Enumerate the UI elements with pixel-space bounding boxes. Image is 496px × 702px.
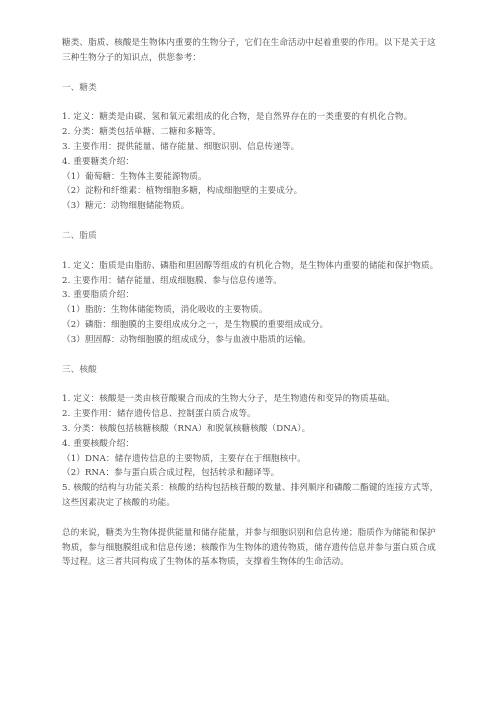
list-item: 2. 主要作用：储存遗传信息、控制蛋白质合成等。 bbox=[62, 409, 256, 420]
list-item: 4. 重要糖类介绍： bbox=[62, 156, 135, 167]
conclusion-paragraph: 总的来说，糖类为生物体提供能量和储存能量，并参与细胞识别和信息传递；脂质作为储能和保护物质，参与细胞膜组成和信息传递；核酸作为生物体的遗传物质，储存遗传信息并参与蛋白质合成等过程。这三者共同构成了生物体的基本物质，支撑着生物体的生命活动。 bbox=[62, 527, 436, 568]
list-item: 2. 分类：糖类包括单糖、二糖和多糖等。 bbox=[62, 127, 222, 138]
list-item: 3. 主要作用：提供能量、储存能量、细胞识别、信息传递等。 bbox=[62, 141, 300, 152]
intro-paragraph: 糖类、脂质、核酸是生物体内重要的生物分子，它们在生命活动中起着重要的作用。以下是关于这三种生物分子的知识点，供您参考： bbox=[62, 38, 436, 63]
list-item: （3）胆固醇：动物细胞膜的组成成分，参与血液中脂质的运输。 bbox=[62, 334, 311, 345]
spacer bbox=[62, 95, 442, 110]
list-item: （3）糖元：动物细胞储能物质。 bbox=[62, 201, 190, 212]
spacer bbox=[62, 214, 442, 229]
list-item: 2. 主要作用：储存能量、组成细胞膜、参与信息传递等。 bbox=[62, 275, 282, 286]
section-heading-carbohydrates: 一、糖类 bbox=[62, 82, 97, 93]
section-heading-nucleic-acids: 三、核酸 bbox=[62, 364, 97, 375]
list-item: 3. 分类：核酸包括核糖核酸（RNA）和脱氧核糖核酸（DNA）。 bbox=[62, 423, 311, 434]
list-item: （1）葡萄糖：生物体主要能源物质。 bbox=[62, 171, 207, 182]
spacer bbox=[62, 377, 442, 392]
list-item: 1. 定义：核酸是一类由核苷酸聚合而成的生物大分子，是生物遗传和变异的物质基础。 bbox=[62, 394, 395, 405]
section-heading-lipids: 二、脂质 bbox=[62, 230, 97, 241]
document-body bbox=[62, 36, 442, 570]
spacer bbox=[62, 66, 442, 81]
list-item: 4. 重要核酸介绍： bbox=[62, 438, 135, 449]
list-item: 5. 核酸的结构与功能关系：核酸的结构包括核苷酸的数量、排列顺序和磷酸二酯键的连接方式等，这些因素决定了核酸的功能。 bbox=[62, 483, 439, 508]
spacer bbox=[62, 348, 442, 363]
list-item: 3. 重要脂质介绍： bbox=[62, 290, 135, 301]
list-item: 1. 定义：脂质是由脂肪、磷脂和胆固醇等组成的有机化合物，是生物体内重要的储能和保护物质。 bbox=[62, 260, 439, 271]
spacer bbox=[62, 244, 442, 259]
list-item: （2）淀粉和纤维素：植物细胞多糖，构成细胞壁的主要成分。 bbox=[62, 186, 303, 197]
list-item: （2）磷脂：细胞膜的主要组成成分之一，是生物膜的重要组成成分。 bbox=[62, 319, 329, 330]
list-item: （2）RNA：参与蛋白质合成过程，包括转录和翻译等。 bbox=[62, 468, 280, 479]
spacer bbox=[62, 511, 442, 526]
list-item: 1. 定义：糖类是由碳、氢和氧元素组成的化合物，是自然界存在的一类重要的有机化合物。 bbox=[62, 112, 413, 123]
list-item: （1）脂肪：生物体储能物质，消化吸收的主要物质。 bbox=[62, 305, 268, 316]
list-item: （1）DNA：储存遗传信息的主要物质，主要存在于细胞核中。 bbox=[62, 453, 306, 464]
